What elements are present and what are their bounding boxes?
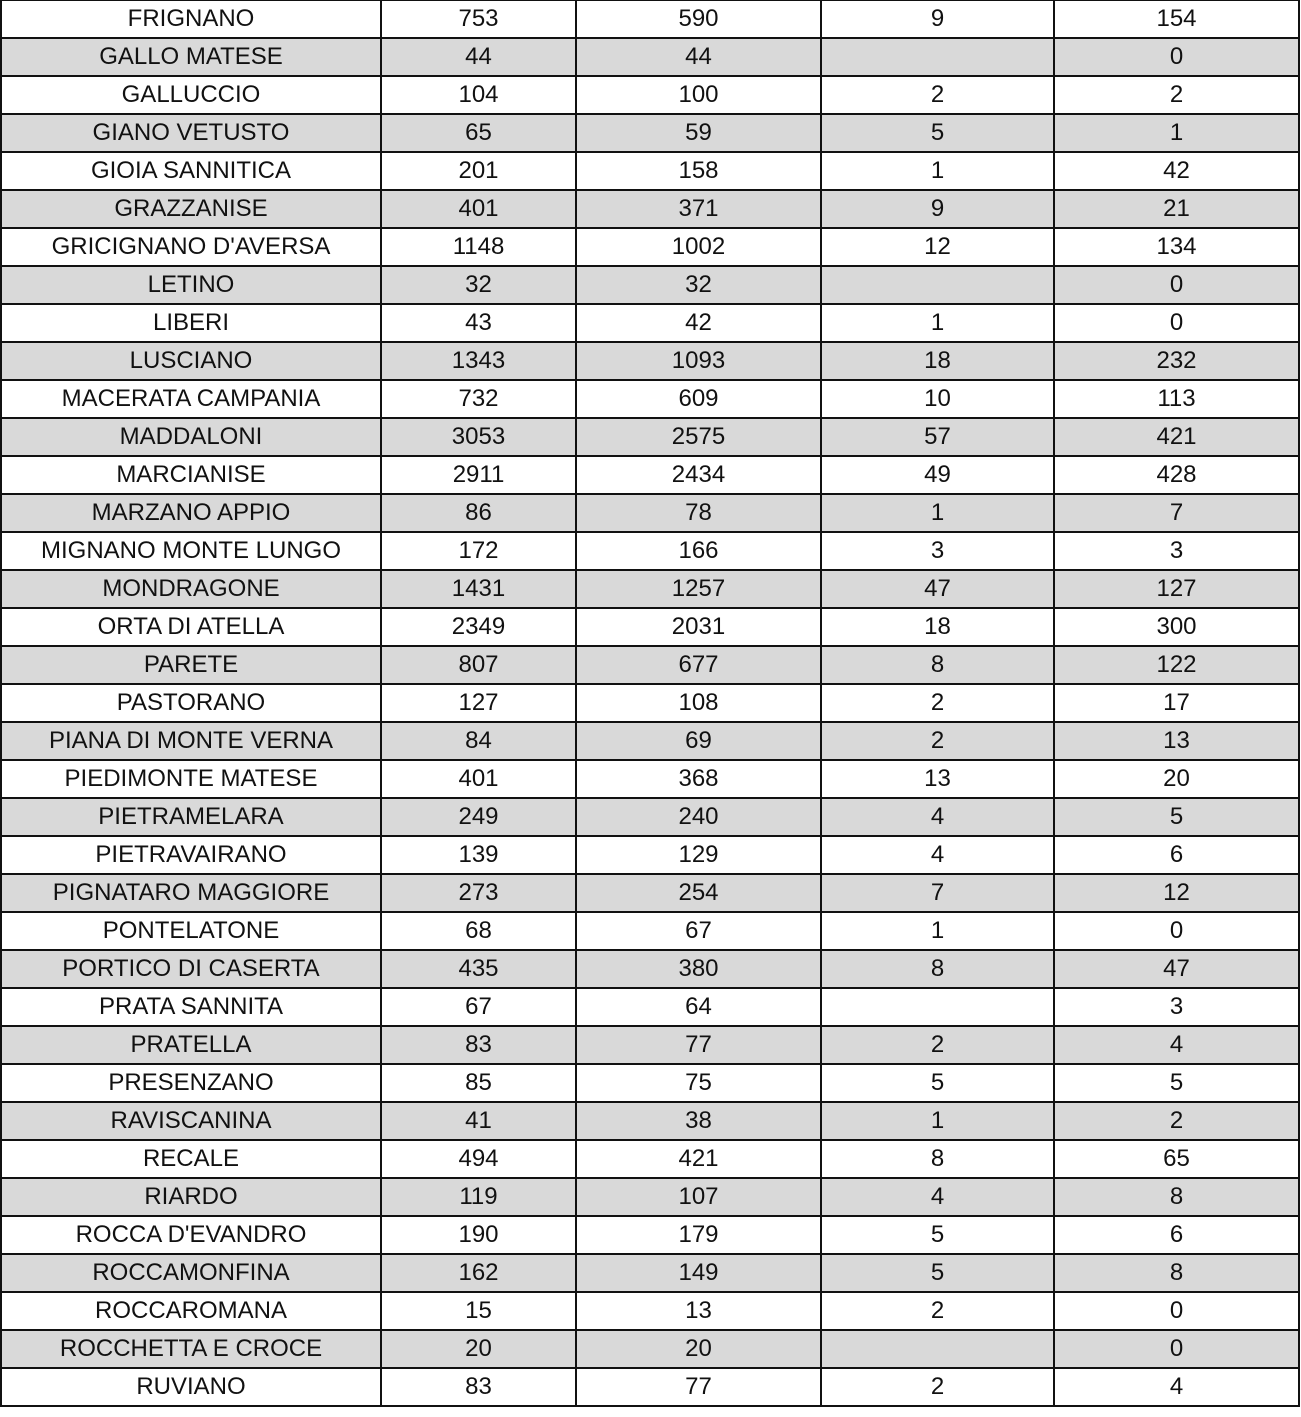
comune-cell: PIEDIMONTE MATESE	[1, 760, 381, 798]
value-cell-3: 1	[821, 494, 1054, 532]
value-cell-2: 1002	[576, 228, 821, 266]
table-row	[1, 342, 1299, 380]
value-cell-1: 83	[381, 1026, 576, 1064]
value-cell-3: 8	[821, 1140, 1054, 1178]
value-cell-3: 1	[821, 912, 1054, 950]
value-cell-1: 43	[381, 304, 576, 342]
value-cell-2: 20	[576, 1330, 821, 1368]
value-cell-3: 47	[821, 570, 1054, 608]
value-cell-3: 2	[821, 76, 1054, 114]
value-cell-2: 38	[576, 1102, 821, 1140]
value-cell-1: 401	[381, 760, 576, 798]
value-cell-4: 12	[1054, 874, 1299, 912]
value-cell-1: 273	[381, 874, 576, 912]
value-cell-1: 162	[381, 1254, 576, 1292]
comune-cell: ROCCAMONFINA	[1, 1254, 381, 1292]
value-cell-4: 0	[1054, 304, 1299, 342]
comune-cell: ORTA DI ATELLA	[1, 608, 381, 646]
value-cell-4: 8	[1054, 1178, 1299, 1216]
value-cell-2: 1093	[576, 342, 821, 380]
value-cell-4: 0	[1054, 912, 1299, 950]
value-cell-1: 1343	[381, 342, 576, 380]
value-cell-2: 32	[576, 266, 821, 304]
value-cell-1: 119	[381, 1178, 576, 1216]
value-cell-4: 1	[1054, 114, 1299, 152]
value-cell-4: 42	[1054, 152, 1299, 190]
table-row	[1, 418, 1299, 456]
value-cell-2: 59	[576, 114, 821, 152]
value-cell-2: 421	[576, 1140, 821, 1178]
value-cell-3: 3	[821, 532, 1054, 570]
value-cell-2: 75	[576, 1064, 821, 1102]
value-cell-4: 0	[1054, 1330, 1299, 1368]
value-cell-2: 149	[576, 1254, 821, 1292]
value-cell-2: 2575	[576, 418, 821, 456]
comune-cell: MONDRAGONE	[1, 570, 381, 608]
value-cell-3	[821, 988, 1054, 1026]
table-row	[1, 1064, 1299, 1102]
table-row	[1, 684, 1299, 722]
value-cell-2: 254	[576, 874, 821, 912]
value-cell-3: 2	[821, 1292, 1054, 1330]
table-row	[1, 1140, 1299, 1178]
value-cell-1: 190	[381, 1216, 576, 1254]
comune-cell: MIGNANO MONTE LUNGO	[1, 532, 381, 570]
table-row	[1, 836, 1299, 874]
value-cell-1: 249	[381, 798, 576, 836]
value-cell-2: 371	[576, 190, 821, 228]
comune-cell: PIETRAVAIRANO	[1, 836, 381, 874]
comune-cell: MADDALONI	[1, 418, 381, 456]
table-row	[1, 266, 1299, 304]
value-cell-4: 300	[1054, 608, 1299, 646]
table-row	[1, 950, 1299, 988]
table-row	[1, 114, 1299, 152]
table-row	[1, 456, 1299, 494]
comune-cell: GALLO MATESE	[1, 38, 381, 76]
comune-cell: MARZANO APPIO	[1, 494, 381, 532]
comune-cell: PASTORANO	[1, 684, 381, 722]
value-cell-4: 6	[1054, 836, 1299, 874]
value-cell-4: 3	[1054, 988, 1299, 1026]
value-cell-4: 122	[1054, 646, 1299, 684]
table-row	[1, 190, 1299, 228]
value-cell-1: 15	[381, 1292, 576, 1330]
value-cell-2: 609	[576, 380, 821, 418]
comune-cell: PONTELATONE	[1, 912, 381, 950]
comune-cell: RUVIANO	[1, 1368, 381, 1406]
value-cell-1: 1431	[381, 570, 576, 608]
comune-cell: ROCCHETTA E CROCE	[1, 1330, 381, 1368]
value-cell-3: 49	[821, 456, 1054, 494]
comune-cell: GRAZZANISE	[1, 190, 381, 228]
value-cell-3: 1	[821, 304, 1054, 342]
value-cell-4: 4	[1054, 1026, 1299, 1064]
value-cell-1: 2349	[381, 608, 576, 646]
value-cell-4: 8	[1054, 1254, 1299, 1292]
table-row	[1, 0, 1299, 38]
value-cell-1: 84	[381, 722, 576, 760]
table-row	[1, 1368, 1299, 1406]
value-cell-3: 4	[821, 798, 1054, 836]
comune-cell: PRATA SANNITA	[1, 988, 381, 1026]
comune-cell: PORTICO DI CASERTA	[1, 950, 381, 988]
value-cell-3: 5	[821, 1064, 1054, 1102]
table-row	[1, 1216, 1299, 1254]
value-cell-2: 100	[576, 76, 821, 114]
value-cell-1: 1148	[381, 228, 576, 266]
value-cell-4: 17	[1054, 684, 1299, 722]
value-cell-1: 104	[381, 76, 576, 114]
value-cell-1: 753	[381, 0, 576, 38]
value-cell-2: 13	[576, 1292, 821, 1330]
value-cell-2: 77	[576, 1368, 821, 1406]
table-row	[1, 76, 1299, 114]
value-cell-1: 85	[381, 1064, 576, 1102]
comune-cell: PARETE	[1, 646, 381, 684]
table-row	[1, 1178, 1299, 1216]
value-cell-2: 179	[576, 1216, 821, 1254]
comune-cell: MACERATA CAMPANIA	[1, 380, 381, 418]
value-cell-1: 41	[381, 1102, 576, 1140]
value-cell-4: 7	[1054, 494, 1299, 532]
value-cell-3: 5	[821, 114, 1054, 152]
value-cell-3: 8	[821, 950, 1054, 988]
comune-cell: MARCIANISE	[1, 456, 381, 494]
comune-cell: LUSCIANO	[1, 342, 381, 380]
value-cell-2: 677	[576, 646, 821, 684]
comune-cell: PIANA DI MONTE VERNA	[1, 722, 381, 760]
value-cell-1: 32	[381, 266, 576, 304]
table-row	[1, 912, 1299, 950]
value-cell-4: 428	[1054, 456, 1299, 494]
value-cell-1: 494	[381, 1140, 576, 1178]
value-cell-3: 18	[821, 608, 1054, 646]
table-row	[1, 760, 1299, 798]
value-cell-2: 108	[576, 684, 821, 722]
table-row	[1, 494, 1299, 532]
comune-cell: LIBERI	[1, 304, 381, 342]
value-cell-2: 69	[576, 722, 821, 760]
value-cell-1: 201	[381, 152, 576, 190]
comune-cell: GIANO VETUSTO	[1, 114, 381, 152]
value-cell-3: 4	[821, 1178, 1054, 1216]
value-cell-4: 13	[1054, 722, 1299, 760]
value-cell-4: 5	[1054, 1064, 1299, 1102]
table-row	[1, 646, 1299, 684]
value-cell-3: 12	[821, 228, 1054, 266]
comune-cell: GALLUCCIO	[1, 76, 381, 114]
value-cell-2: 42	[576, 304, 821, 342]
value-cell-3: 9	[821, 0, 1054, 38]
table-row	[1, 380, 1299, 418]
value-cell-1: 20	[381, 1330, 576, 1368]
value-cell-1: 68	[381, 912, 576, 950]
table-row	[1, 38, 1299, 76]
comune-cell: RAVISCANINA	[1, 1102, 381, 1140]
table-row	[1, 874, 1299, 912]
value-cell-1: 83	[381, 1368, 576, 1406]
value-cell-3: 1	[821, 152, 1054, 190]
comune-cell: FRIGNANO	[1, 0, 381, 38]
value-cell-4: 2	[1054, 1102, 1299, 1140]
value-cell-4: 0	[1054, 266, 1299, 304]
value-cell-3: 4	[821, 836, 1054, 874]
comune-cell: PRATELLA	[1, 1026, 381, 1064]
value-cell-1: 401	[381, 190, 576, 228]
table-row	[1, 570, 1299, 608]
value-cell-4: 21	[1054, 190, 1299, 228]
value-cell-4: 6	[1054, 1216, 1299, 1254]
comune-cell: GIOIA SANNITICA	[1, 152, 381, 190]
value-cell-2: 368	[576, 760, 821, 798]
value-cell-3	[821, 38, 1054, 76]
value-cell-4: 134	[1054, 228, 1299, 266]
value-cell-4: 47	[1054, 950, 1299, 988]
comune-cell: PIGNATARO MAGGIORE	[1, 874, 381, 912]
value-cell-1: 44	[381, 38, 576, 76]
table-row	[1, 1330, 1299, 1368]
value-cell-4: 127	[1054, 570, 1299, 608]
comune-cell: RECALE	[1, 1140, 381, 1178]
value-cell-2: 240	[576, 798, 821, 836]
table-row	[1, 532, 1299, 570]
value-cell-3: 7	[821, 874, 1054, 912]
value-cell-2: 44	[576, 38, 821, 76]
value-cell-2: 67	[576, 912, 821, 950]
value-cell-2: 77	[576, 1026, 821, 1064]
comune-cell: GRICIGNANO D'AVERSA	[1, 228, 381, 266]
value-cell-3: 5	[821, 1216, 1054, 1254]
value-cell-2: 107	[576, 1178, 821, 1216]
value-cell-1: 86	[381, 494, 576, 532]
value-cell-2: 1257	[576, 570, 821, 608]
comune-cell: PIETRAMELARA	[1, 798, 381, 836]
value-cell-1: 127	[381, 684, 576, 722]
table-row	[1, 722, 1299, 760]
value-cell-4: 2	[1054, 76, 1299, 114]
value-cell-3: 18	[821, 342, 1054, 380]
comune-cell: PRESENZANO	[1, 1064, 381, 1102]
value-cell-4: 154	[1054, 0, 1299, 38]
value-cell-4: 3	[1054, 532, 1299, 570]
comune-cell: ROCCAROMANA	[1, 1292, 381, 1330]
value-cell-2: 2031	[576, 608, 821, 646]
value-cell-4: 5	[1054, 798, 1299, 836]
value-cell-1: 67	[381, 988, 576, 1026]
value-cell-3: 5	[821, 1254, 1054, 1292]
comune-cell: RIARDO	[1, 1178, 381, 1216]
value-cell-3	[821, 266, 1054, 304]
table-row	[1, 1292, 1299, 1330]
value-cell-2: 2434	[576, 456, 821, 494]
value-cell-3: 8	[821, 646, 1054, 684]
value-cell-3: 13	[821, 760, 1054, 798]
value-cell-2: 380	[576, 950, 821, 988]
value-cell-1: 139	[381, 836, 576, 874]
value-cell-2: 590	[576, 0, 821, 38]
table-row	[1, 988, 1299, 1026]
table-row	[1, 798, 1299, 836]
value-cell-3: 9	[821, 190, 1054, 228]
value-cell-4: 4	[1054, 1368, 1299, 1406]
value-cell-1: 172	[381, 532, 576, 570]
value-cell-2: 78	[576, 494, 821, 532]
value-cell-4: 65	[1054, 1140, 1299, 1178]
comune-cell: ROCCA D'EVANDRO	[1, 1216, 381, 1254]
table-row	[1, 228, 1299, 266]
value-cell-2: 64	[576, 988, 821, 1026]
value-cell-4: 232	[1054, 342, 1299, 380]
value-cell-2: 129	[576, 836, 821, 874]
value-cell-3: 57	[821, 418, 1054, 456]
value-cell-1: 435	[381, 950, 576, 988]
table-row	[1, 1102, 1299, 1140]
value-cell-1: 732	[381, 380, 576, 418]
table-row	[1, 152, 1299, 190]
comune-cell: LETINO	[1, 266, 381, 304]
value-cell-3: 10	[821, 380, 1054, 418]
table-row	[1, 1254, 1299, 1292]
value-cell-4: 0	[1054, 38, 1299, 76]
table-body	[1, 0, 1299, 1406]
value-cell-1: 807	[381, 646, 576, 684]
value-cell-2: 158	[576, 152, 821, 190]
value-cell-3: 2	[821, 1368, 1054, 1406]
table-row	[1, 1026, 1299, 1064]
value-cell-1: 2911	[381, 456, 576, 494]
value-cell-3: 2	[821, 1026, 1054, 1064]
value-cell-3: 2	[821, 684, 1054, 722]
value-cell-3	[821, 1330, 1054, 1368]
value-cell-4: 0	[1054, 1292, 1299, 1330]
value-cell-4: 421	[1054, 418, 1299, 456]
table-row	[1, 304, 1299, 342]
value-cell-3: 2	[821, 722, 1054, 760]
value-cell-2: 166	[576, 532, 821, 570]
value-cell-4: 20	[1054, 760, 1299, 798]
value-cell-1: 3053	[381, 418, 576, 456]
value-cell-1: 65	[381, 114, 576, 152]
table-row	[1, 608, 1299, 646]
value-cell-4: 113	[1054, 380, 1299, 418]
value-cell-3: 1	[821, 1102, 1054, 1140]
